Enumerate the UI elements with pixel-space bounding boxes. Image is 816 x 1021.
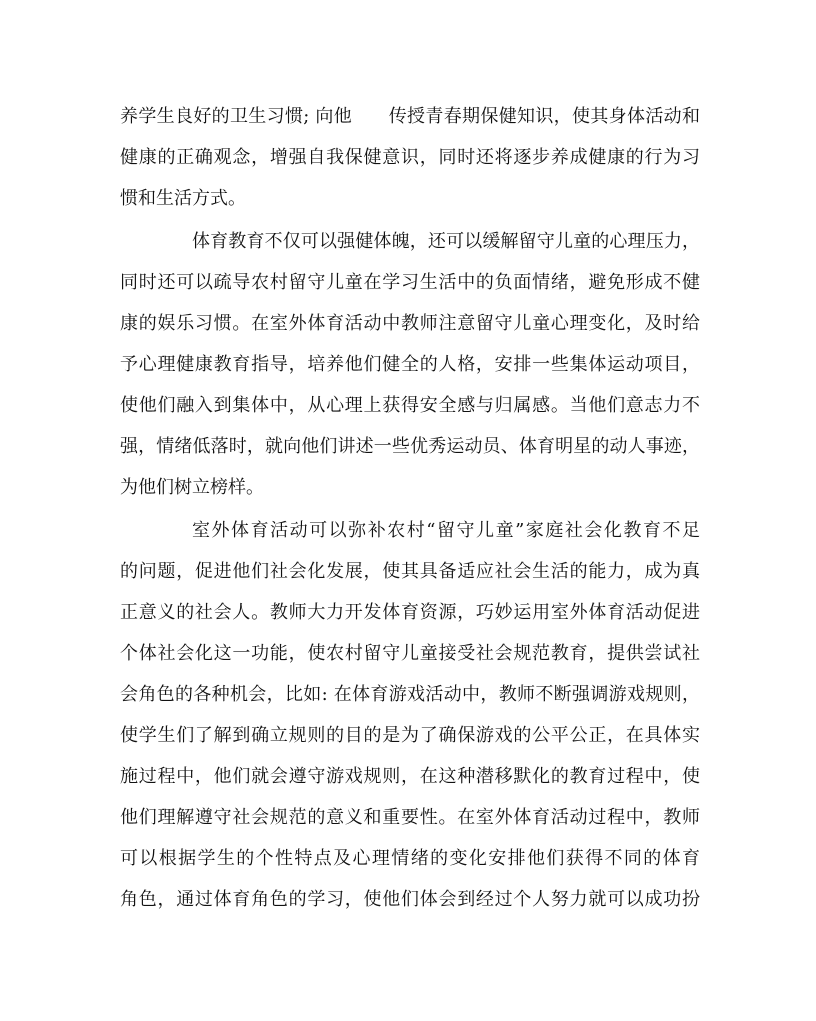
text-line: 体育教育不仅可以强健体魄，还可以缓解留守儿童的心理压力， [192,231,700,252]
text-line: 强，情绪低落时，就向他们讲述一些优秀运动员、体育明星的动人事迹， [120,436,700,457]
text-line: 惯和生活方式。 [120,188,246,209]
text-line: 养学生良好的卫生习惯; 向他 传授青春期保健知识，使其身体活动和 [120,106,700,127]
body-text [120,96,700,920]
text-line: 健康的正确观念，增强自我保健意识，同时还将逐步养成健康的行为习 [120,147,700,168]
paragraph-3 [120,510,700,920]
text-line: 角色，通过体育角色的学习，使他们体会到经过个人努力就可以成功扮 [120,889,700,910]
paragraph-1 [120,96,700,219]
text-line: 为他们树立榜样。 [120,477,264,498]
text-line: 他们理解遵守社会规范的意义和重要性。在室外体育活动过程中，教师 [120,807,700,828]
text-line: 室外体育活动可以弥补农村“留守儿童”家庭社会化教育不足 [192,520,700,541]
text-line: 同时还可以疏导农村留守儿童在学习生活中的负面情绪，避免形成不健 [120,272,700,293]
text-line: 的问题，促进他们社会化发展，使其具备适应社会生活的能力，成为真 [120,561,700,582]
text-line: 使他们融入到集体中，从心理上获得安全感与归属感。当他们意志力不 [120,395,700,416]
text-line: 个体社会化这一功能，使农村留守儿童接受社会规范教育，提供尝试社 [120,643,700,664]
text-line: 施过程中，他们就会遵守游戏规则，在这种潜移默化的教育过程中，使 [120,766,700,787]
text-line: 可以根据学生的个性特点及心理情绪的变化安排他们获得不同的体育 [120,848,700,869]
text-line: 正意义的社会人。教师大力开发体育资源，巧妙运用室外体育活动促进 [120,602,700,623]
paragraph-2 [120,221,700,508]
text-line: 康的娱乐习惯。在室外体育活动中教师注意留守儿童心理变化，及时给 [120,313,700,334]
text-line: 会角色的各种机会，比如: 在体育游戏活动中，教师不断强调游戏规则， [120,684,700,705]
text-line: 使学生们了解到确立规则的目的是为了确保游戏的公平公正，在具体实 [120,725,700,746]
text-line: 予心理健康教育指导，培养他们健全的人格，安排一些集体运动项目， [120,354,700,375]
